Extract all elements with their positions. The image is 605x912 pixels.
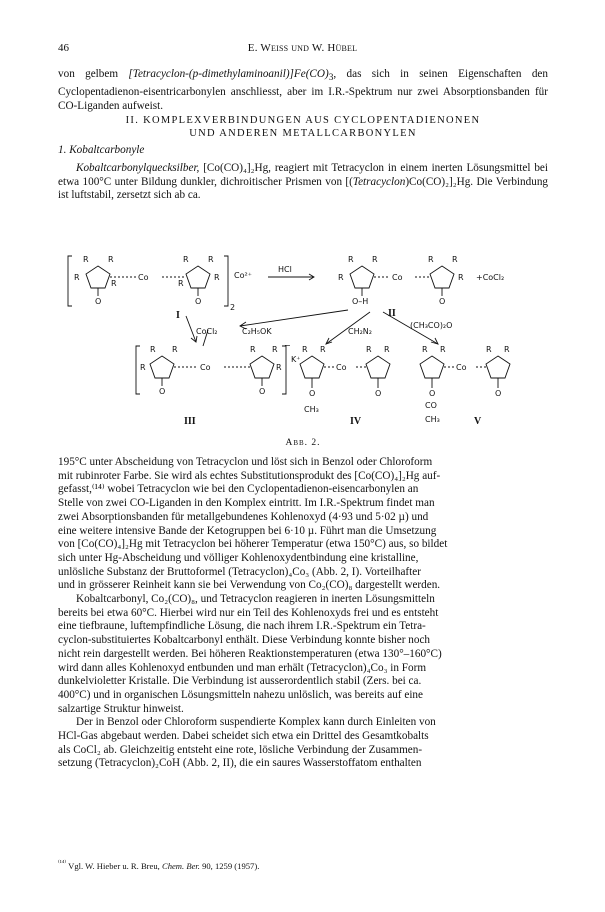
bracket-right-I xyxy=(224,256,228,306)
label-O: O xyxy=(309,389,316,398)
running-head: E. Weiss und W. Hübel xyxy=(247,42,358,54)
body-line: wird dann alles Kohlenoxyd entbunden und man erhält (Tetracyclon)₄Co₃ in Form xyxy=(58,661,427,674)
ring-II-left xyxy=(350,266,374,288)
label-compound-IV: IV xyxy=(350,416,362,427)
label-co2plus: Co²⁺ xyxy=(234,271,252,280)
footnote-journal: Chem. Ber. xyxy=(161,860,200,871)
intro-compound-sub: 3 xyxy=(328,73,334,84)
intro-post: , das sich in seinen Eigenschaften den Cyclopentadienon-eisentricarbonylen anschliesst, aber im I.R.-Spektrum nur zwei Absorptionsbanden für CO-Liganden aufweist. xyxy=(58,68,548,112)
bracket-right-III xyxy=(282,346,286,394)
body-line: dunkelvioletter Kristalle. Die Verbindung ist ausserordentlich stabil (Zers. bei ca. xyxy=(58,675,422,688)
bracket-left-I xyxy=(68,256,72,306)
para1-text-2: )Co(CO)₂]₂Hg. Die Verbindung ist luftstabil, zersetzt sich ab ca. xyxy=(58,175,549,202)
label-R: R xyxy=(150,345,156,354)
label-R: R xyxy=(276,363,282,372)
body-line: 400°C) und in organischen Lösungsmitteln nahezu unlöslich, was bereits auf eine xyxy=(58,688,423,701)
ring-II-right xyxy=(430,266,454,288)
label-subscript: 2 xyxy=(230,303,236,312)
body-line: sich unter Hg-Abscheidung und völliger Kohlenoxydentbindung eine kristalline, xyxy=(58,551,419,564)
label-R: R xyxy=(338,273,344,282)
label-oh: O–H xyxy=(352,297,369,306)
body-line: zwei Absorptionsbanden für metallgebundenes Kohlenoxyd (4·93 und 5·02 µ) und xyxy=(58,510,429,523)
body-line: nicht rein dargestellt werden. Bei höheren Reaktionstemperaturen (etwa 130°–160°C) xyxy=(58,647,442,660)
body-line: salzartige Struktur hinweist. xyxy=(58,702,184,715)
label-R: R xyxy=(428,255,434,264)
label-R: R xyxy=(111,279,117,288)
label-R: R xyxy=(486,345,492,354)
label-R: R xyxy=(178,279,184,288)
label-R: R xyxy=(504,345,510,354)
intro-paragraph xyxy=(58,68,548,113)
label-ch3: CH₃ xyxy=(304,405,319,414)
label-R: R xyxy=(458,273,464,282)
label-O: O xyxy=(439,297,446,306)
para1-emphasis: Kobaltcarbonylquecksilber, xyxy=(76,162,200,174)
label-O: O xyxy=(195,297,202,306)
body-line: Stelle von zwei CO-Liganden in den Komplex eintritt. Im I.R.-Spektrum findet man xyxy=(58,497,435,510)
body-line: gefasst,⁽¹⁴⁾ wobei Tetracyclon wie bei den Cyclopentadienon-eisencarbonylen an xyxy=(58,483,419,496)
label-compound-V: V xyxy=(474,416,482,427)
label-R: R xyxy=(208,255,214,264)
body-line: cyclon-substituiertes Kobaltcarbonyl enthält. Diese Verbindung konnte bisher noch xyxy=(58,634,430,647)
label-O: O xyxy=(159,387,166,396)
label-R: R xyxy=(302,345,308,354)
section-title-line2: UND ANDEREN METALLCARBONYLEN xyxy=(189,128,417,139)
figure-caption: Abb. 2. xyxy=(285,438,321,448)
label-R: R xyxy=(183,255,189,264)
label-compound-III: III xyxy=(184,416,196,427)
body-line: und in grösserer Reinheit kann sie bei Verwendung von Co₂(CO)₈ dargestellt werden. xyxy=(58,579,441,592)
label-acetanhydrid: (CH₃CO)₂O xyxy=(410,321,453,330)
arrow-c2h5ok xyxy=(240,310,348,326)
ring-III-left xyxy=(150,356,174,378)
body-text xyxy=(58,456,548,771)
label-R: R xyxy=(422,345,428,354)
intro-compound: [Tetracyclon-(p-dimethylaminoanil)]Fe(CO) xyxy=(128,68,329,80)
body-line: als CoCl₂ ab. Gleichzeitig entsteht eine rote, lösliche Verbindung der Zusammen- xyxy=(58,743,423,756)
body-line: mit rubinroter Farbe. Sie wird als echtes Substitutionsprodukt des [Co(CO)₄]₂Hg auf- xyxy=(58,469,441,482)
body-line: eine weitere intensive Bande der Ketogruppen bei 6·10 µ. Führt man die Umsetzung xyxy=(58,524,437,537)
ring-IV-right xyxy=(366,356,390,378)
subsection-title: 1. Kobaltcarbonyle xyxy=(58,144,145,156)
ring-V-right xyxy=(486,356,510,378)
para1-emphasis-2: Tetracyclon xyxy=(352,175,406,188)
figure-reaction-scheme xyxy=(58,248,548,438)
label-R: R xyxy=(366,345,372,354)
label-R: R xyxy=(452,255,458,264)
label-hcl: HCl xyxy=(278,265,292,274)
label-R: R xyxy=(320,345,326,354)
label-O: O xyxy=(259,387,266,396)
body-line: 195°C unter Abscheidung von Tetracyclon und löst sich in Benzol oder Chloroform xyxy=(58,456,433,468)
footnote-mark: ⁽¹⁴⁾ xyxy=(58,859,67,867)
label-minus: − xyxy=(284,341,291,350)
label-R: R xyxy=(348,255,354,264)
label-cobalt: Co xyxy=(336,363,347,372)
label-R: R xyxy=(108,255,114,264)
label-kplus: K⁺ xyxy=(291,355,301,364)
label-R: R xyxy=(272,345,278,354)
page-header xyxy=(58,42,547,58)
ring-IV-left xyxy=(300,356,324,378)
label-R: R xyxy=(440,345,446,354)
section-title xyxy=(58,114,548,140)
label-R: R xyxy=(250,345,256,354)
label-O: O xyxy=(95,297,102,306)
body-line: HCl-Gas abgebaut werden. Dabei scheidet sich etwa ein Drittel des Gesamtkobalts xyxy=(58,730,429,743)
label-co-group: CO xyxy=(425,401,437,410)
section-title-line1: II. KOMPLEXVERBINDUNGEN AUS CYCLOPENTADIENONEN xyxy=(125,115,481,126)
label-cobalt: Co xyxy=(456,363,467,372)
ring-V-left xyxy=(420,356,444,378)
label-ch2n2: CH₂N₂ xyxy=(348,327,372,336)
paragraph-kobaltcarbonylquecksilber xyxy=(58,162,548,203)
label-cobalt: Co xyxy=(392,273,403,282)
label-compound-II: II xyxy=(388,308,396,319)
label-c2h5ok: C₂H₅OK xyxy=(242,327,272,336)
body-line: setzung (Tetracyclon)₂CoH (Abb. 2, II), die ein saures Wasserstoffatom enthalten xyxy=(58,757,422,770)
label-R: R xyxy=(140,363,146,372)
page-number: 46 xyxy=(58,42,69,54)
body-line: Kobaltcarbonyl, Co₂(CO)₈, und Tetracyclon reagieren in inerten Lösungsmitteln xyxy=(76,593,435,606)
ring-I-left xyxy=(86,266,110,288)
label-R: R xyxy=(83,255,89,264)
ring-I-right xyxy=(186,266,210,288)
label-ch3: CH₃ xyxy=(425,415,440,424)
body-line: unlösliche Substanz der Bruttoformel (Tetracyclon)₄Co₃ (Abb. 2, I). Vorteilhafter xyxy=(58,565,421,578)
label-R: R xyxy=(74,273,80,282)
body-line: von [Co(CO)₄]₂Hg mit Tetracyclon bei höherer Temperatur (etwa 150°C) aus, so bildet xyxy=(58,538,448,551)
label-cobalt: Co xyxy=(200,363,211,372)
para1-text: [Co(CO)₄]₂Hg, reagiert mit Tetracyclon in einem inerten Lösungsmittel bei etwa 100°C unter Bildung dunkler, dichroitischer Prismen von [( xyxy=(58,162,548,188)
label-O: O xyxy=(375,389,382,398)
label-cobalt: Co xyxy=(138,273,149,282)
reaction-scheme-svg xyxy=(58,248,548,438)
footnote-text: Vgl. W. Hieber u. R. Breu, xyxy=(66,860,162,871)
body-line: Der in Benzol oder Chloroform suspendierte Komplex kann durch Einleiten von xyxy=(76,716,436,729)
label-O: O xyxy=(495,389,502,398)
label-R: R xyxy=(214,273,220,282)
body-line: eine tiefbraune, luftempfindliche Lösung, die nach ihrem I.R.-Spektrum ein Tetra- xyxy=(58,620,426,633)
ring-III-right xyxy=(250,356,274,378)
label-R: R xyxy=(372,255,378,264)
label-cocl2: CoCl₂ xyxy=(196,327,218,336)
label-R: R xyxy=(172,345,178,354)
label-compound-I: I xyxy=(176,310,180,321)
label-O: O xyxy=(429,389,436,398)
footnote xyxy=(58,858,548,871)
label-R: R xyxy=(384,345,390,354)
body-line: bereits bei etwa 60°C. Hierbei wird nur ein Teil des Kohlenoxyds frei und es entsteht xyxy=(58,606,439,619)
label-cocl2-side: +CoCl₂ xyxy=(476,273,505,282)
footnote-ref: 90, 1259 (1957). xyxy=(199,860,260,871)
intro-pre: von gelbem xyxy=(58,68,129,80)
